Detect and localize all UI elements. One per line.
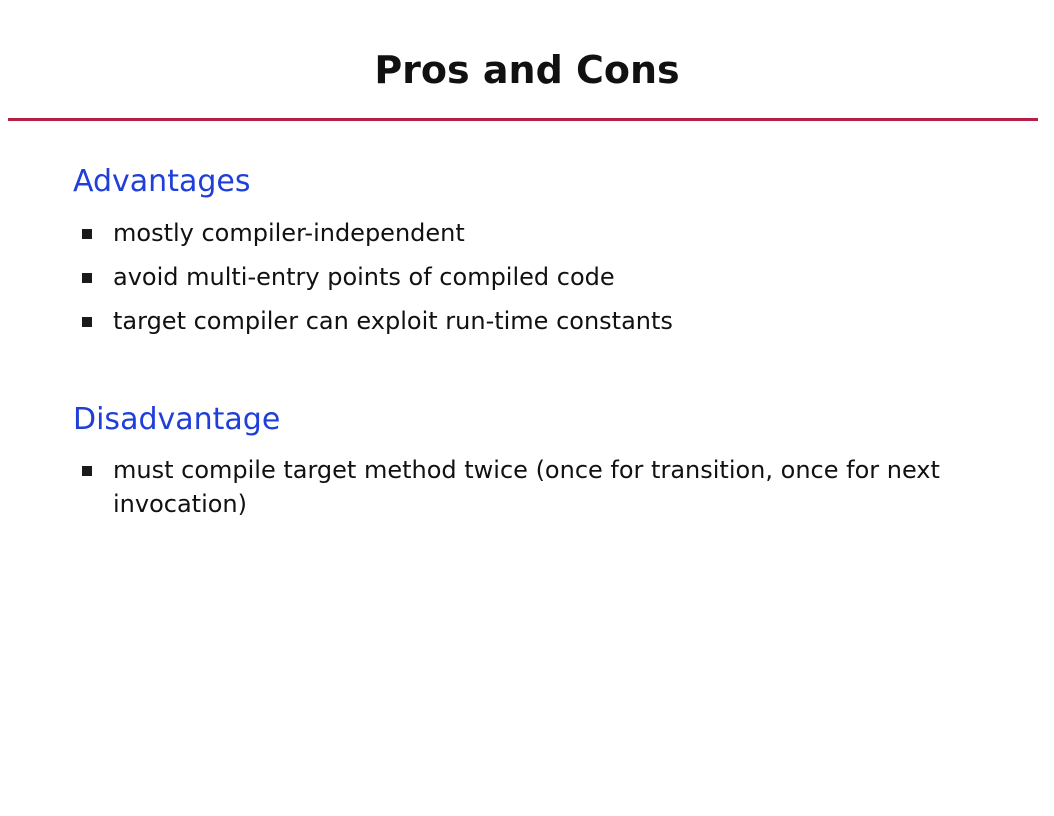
list-item	[78, 216, 1008, 250]
square-bullet-icon	[82, 273, 92, 283]
list-item	[78, 260, 1008, 294]
list-item	[78, 304, 1008, 338]
square-bullet-icon	[82, 229, 92, 239]
bullet-text: mostly compiler-independent	[113, 219, 465, 247]
title-divider	[8, 118, 1038, 121]
advantages-list	[78, 216, 1008, 348]
slide-title: Pros and Cons	[374, 48, 680, 92]
bullet-text: avoid multi-entry points of compiled code	[113, 263, 615, 291]
advantages-heading: Advantages	[73, 164, 251, 199]
bullet-text: target compiler can exploit run-time constants	[113, 307, 673, 335]
list-item	[78, 453, 1008, 521]
disadvantage-heading: Disadvantage	[73, 402, 281, 437]
disadvantage-list	[78, 453, 1008, 531]
bullet-text: must compile target method twice (once for transition, once for next invocation)	[113, 456, 940, 518]
square-bullet-icon	[82, 317, 92, 327]
square-bullet-icon	[82, 466, 92, 476]
